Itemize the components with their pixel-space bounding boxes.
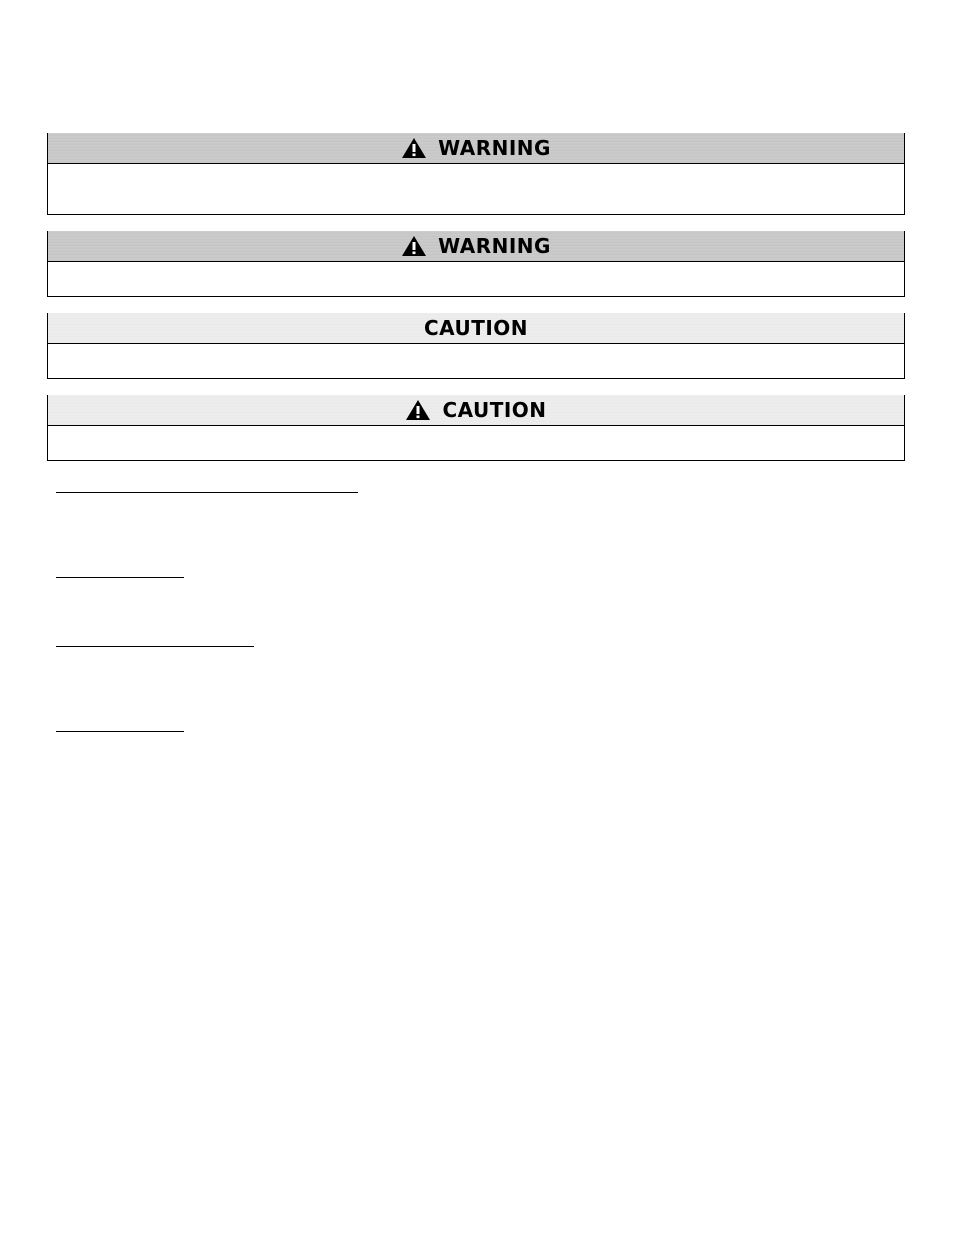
section-heading-rule-1 [56,492,358,493]
warning-notice-2 [47,231,905,297]
caution-header-1 [48,313,904,344]
caution-notice-2 [47,395,905,461]
section-heading-rule-3 [56,646,254,647]
caution-header-2 [48,395,904,426]
alert-triangle-icon [401,137,427,159]
warning-title-1: WARNING [438,136,551,160]
alert-triangle-icon [401,235,427,257]
caution-title-2: CAUTION [442,398,547,422]
warning-title-2: WARNING [438,234,551,258]
warning-header-1 [48,133,904,164]
section-heading-rule-4 [56,731,184,732]
caution-title-1: CAUTION [423,316,529,340]
alert-triangle-icon [405,399,431,421]
warning-notice-1 [47,133,905,215]
caution-notice-1 [47,313,905,379]
warning-header-2 [48,231,904,262]
section-heading-rule-2 [56,577,184,578]
